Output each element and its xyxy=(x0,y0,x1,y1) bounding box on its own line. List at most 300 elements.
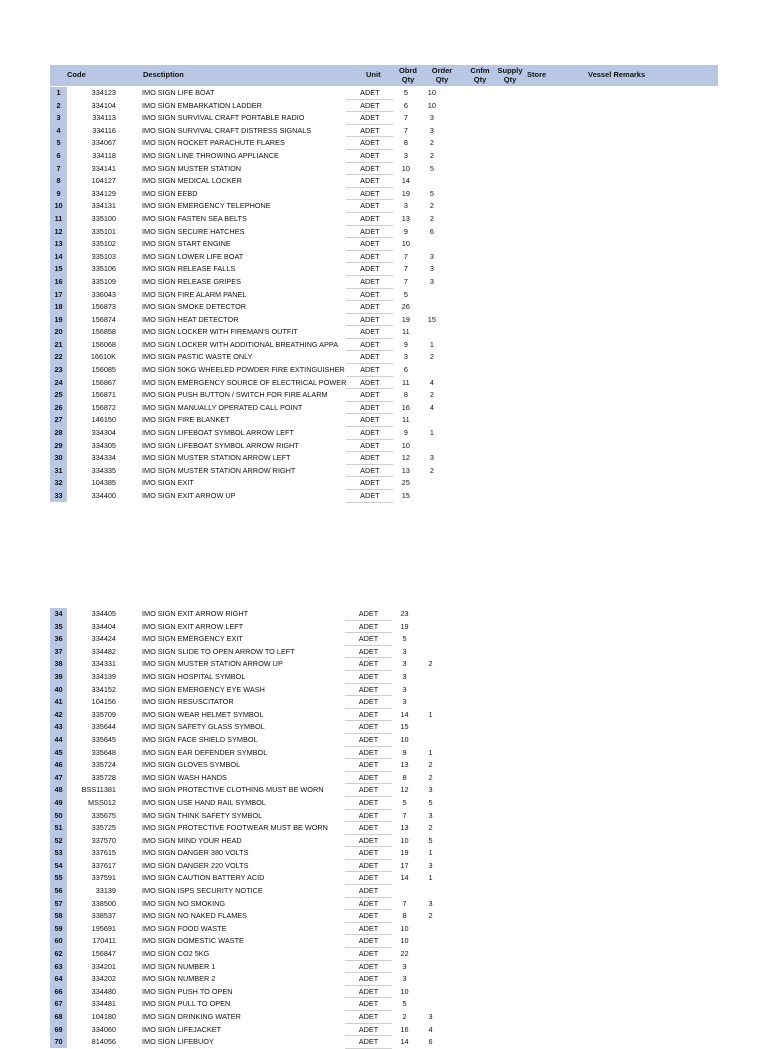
obrd-qty: 12 xyxy=(400,785,409,795)
table-row xyxy=(50,313,445,326)
table-row xyxy=(50,796,444,809)
item-unit: ADET xyxy=(346,477,393,490)
item-description: IMO SIGN MANUALLY OPERATED CALL POINT xyxy=(142,402,303,412)
obrd-qty: 5 xyxy=(402,797,407,807)
item-code: 334123 xyxy=(91,88,116,98)
row-number: 70 xyxy=(50,1036,67,1049)
obrd-qty: 10 xyxy=(400,734,409,744)
item-unit: ADET xyxy=(345,633,392,646)
item-description: IMO SIGN EMERGENCY SOURCE OF ELECTRICAL POWER xyxy=(142,377,347,387)
order-qty: 2 xyxy=(429,138,434,148)
obrd-qty: 14 xyxy=(400,709,409,719)
obrd-qty: 17 xyxy=(400,860,409,870)
row-number: 19 xyxy=(50,313,67,326)
item-code: 156872 xyxy=(91,402,116,412)
obrd-qty: 13 xyxy=(400,760,409,770)
table-row xyxy=(50,238,445,251)
row-number: 24 xyxy=(50,376,67,389)
obrd-qty: 6 xyxy=(403,100,408,110)
item-description: IMO SIGN LINE THROWING APPLIANCE xyxy=(142,150,279,160)
row-number: 49 xyxy=(50,796,67,809)
obrd-qty: 7 xyxy=(403,125,408,135)
obrd-qty: 15 xyxy=(400,722,409,732)
order-qty xyxy=(417,721,444,734)
item-code: 335725 xyxy=(91,823,116,833)
table-row xyxy=(50,464,445,477)
obrd-qty: 3 xyxy=(402,697,407,707)
obrd-qty: 10 xyxy=(400,986,409,996)
table-row xyxy=(50,608,444,620)
item-description: IMO SIGN ROCKET PARACHUTE FLARES xyxy=(142,138,285,148)
order-qty xyxy=(418,301,445,314)
item-code: 156068 xyxy=(91,339,116,349)
order-qty xyxy=(417,620,444,633)
item-description: IMO SIGN NUMBER 1 xyxy=(142,961,216,971)
obrd-qty: 6 xyxy=(403,365,408,375)
item-unit: ADET xyxy=(345,796,392,809)
obrd-qty: 14 xyxy=(401,176,410,186)
table-row xyxy=(50,645,444,658)
item-code: 16610K xyxy=(90,352,116,362)
row-number: 45 xyxy=(50,746,67,759)
row-number: 64 xyxy=(50,973,67,986)
item-unit: ADET xyxy=(345,985,392,998)
item-unit: ADET xyxy=(346,250,393,263)
item-code: 337591 xyxy=(91,873,116,883)
item-unit: ADET xyxy=(346,364,393,377)
row-number: 28 xyxy=(50,427,67,440)
item-code: 334131 xyxy=(91,201,116,211)
item-unit: ADET xyxy=(346,338,393,351)
item-unit: ADET xyxy=(345,822,392,835)
order-qty: 3 xyxy=(429,251,434,261)
row-number: 17 xyxy=(50,288,67,301)
item-code: 335709 xyxy=(91,709,116,719)
table-row xyxy=(50,200,445,213)
order-qty xyxy=(417,645,444,658)
item-description: IMO SIGN HEAT DETECTOR xyxy=(142,314,239,324)
item-code: 156873 xyxy=(91,302,116,312)
item-code: 334405 xyxy=(91,609,116,619)
row-number: 52 xyxy=(50,834,67,847)
item-code: 334116 xyxy=(92,125,116,135)
item-code: 334152 xyxy=(91,684,116,694)
item-code: 334201 xyxy=(91,961,116,971)
item-code: 334480 xyxy=(91,986,116,996)
item-unit: ADET xyxy=(346,112,393,125)
obrd-qty: 25 xyxy=(401,478,410,488)
obrd-qty: 5 xyxy=(403,289,408,299)
order-qty: 4 xyxy=(429,377,434,387)
header-obrd-qty: Obrd Qty xyxy=(399,66,417,84)
obrd-qty: 16 xyxy=(400,1024,409,1034)
table-row xyxy=(50,187,445,200)
order-qty: 3 xyxy=(428,1012,433,1021)
order-qty: 3 xyxy=(428,785,433,795)
table-row xyxy=(50,263,445,276)
item-unit: ADET xyxy=(346,313,393,326)
item-description: IMO SIGN EXIT xyxy=(142,478,194,488)
item-description: IMO SIGN MIND YOUR HEAD xyxy=(142,835,242,845)
item-code: 334067 xyxy=(91,138,116,148)
table-row xyxy=(50,633,444,646)
table-row xyxy=(50,452,445,465)
row-number: 26 xyxy=(50,401,67,414)
order-qty: 3 xyxy=(429,113,434,123)
item-code: 104180 xyxy=(91,1012,116,1021)
item-unit: ADET xyxy=(346,275,393,288)
item-code: 334331 xyxy=(91,659,116,669)
table-row xyxy=(50,338,445,351)
row-number: 4 xyxy=(50,124,67,137)
obrd-qty: 19 xyxy=(401,188,410,198)
item-unit: ADET xyxy=(346,351,393,364)
item-description: IMO SIGN DANGER 220 VOLTS xyxy=(142,860,249,870)
order-qty xyxy=(418,414,445,427)
order-qty xyxy=(417,935,444,948)
item-unit: ADET xyxy=(346,149,393,162)
obrd-qty: 8 xyxy=(402,772,407,782)
item-unit: ADET xyxy=(345,645,392,658)
item-description: IMO SIGN EEBD xyxy=(142,188,198,198)
obrd-qty: 3 xyxy=(402,961,407,971)
table-row xyxy=(50,389,445,402)
order-qty xyxy=(417,696,444,709)
order-qty: 5 xyxy=(429,188,434,198)
item-unit: ADET xyxy=(346,427,393,440)
item-code: 335102 xyxy=(91,239,116,249)
obrd-qty: 3 xyxy=(403,150,408,160)
item-description: IMO SIGN PUSH BUTTON / SWITCH FOR FIRE ALARM xyxy=(142,390,328,400)
item-description: IMO SIGN THINK SAFETY SYMBOL xyxy=(142,810,263,820)
item-description: IMO SIGN 50KG WHEELED POWDER FIRE EXTINGUISHER xyxy=(142,365,345,375)
header-cnfm-qty: Cnfm Qty xyxy=(470,66,490,84)
item-code: 335103 xyxy=(91,251,116,261)
order-qty xyxy=(418,439,445,452)
table-row xyxy=(50,696,444,709)
item-unit: ADET xyxy=(345,859,392,872)
row-number: 47 xyxy=(50,771,67,784)
table-row xyxy=(50,935,444,948)
obrd-qty: 16 xyxy=(401,402,410,412)
order-qty xyxy=(418,490,445,503)
row-number: 29 xyxy=(50,439,67,452)
row-number: 43 xyxy=(50,721,67,734)
item-unit: ADET xyxy=(346,414,393,427)
row-number: 8 xyxy=(50,175,67,188)
item-code: 156874 xyxy=(91,314,116,324)
row-number: 2 xyxy=(50,99,67,112)
row-number: 23 xyxy=(50,364,67,377)
item-unit: ADET xyxy=(345,670,392,683)
item-unit: ADET xyxy=(346,490,393,503)
row-number: 7 xyxy=(50,162,67,175)
item-code: MSS012 xyxy=(88,797,116,807)
order-qty: 3 xyxy=(428,860,433,870)
row-number: 67 xyxy=(50,998,67,1011)
item-description: IMO SIGN LIFEBUOY xyxy=(142,1037,214,1047)
item-code: 338500 xyxy=(91,898,116,908)
obrd-qty: 10 xyxy=(401,239,410,249)
item-description: IMO SIGN RELEASE GRIPES xyxy=(142,276,241,286)
table-row xyxy=(50,922,444,935)
row-number: 18 xyxy=(50,301,67,314)
row-number: 58 xyxy=(50,910,67,923)
item-description: IMO SIGN DOMESTIC WASTE xyxy=(142,936,244,946)
obrd-qty: 14 xyxy=(400,873,409,883)
order-qty xyxy=(417,885,444,898)
row-number: 31 xyxy=(50,464,67,477)
order-qty: 2 xyxy=(428,772,433,782)
row-number: 44 xyxy=(50,733,67,746)
item-unit: ADET xyxy=(345,1011,392,1024)
order-qty: 3 xyxy=(429,125,434,135)
obrd-qty: 3 xyxy=(402,684,407,694)
item-code: 335100 xyxy=(91,213,116,223)
row-number: 22 xyxy=(50,351,67,364)
table-row xyxy=(50,175,445,188)
order-qty xyxy=(417,998,444,1011)
obrd-qty: 19 xyxy=(401,314,410,324)
item-code: 334118 xyxy=(92,150,116,160)
item-unit: ADET xyxy=(346,389,393,402)
obrd-qty: 19 xyxy=(400,621,409,631)
order-qty: 5 xyxy=(428,797,433,807)
row-number: 32 xyxy=(50,477,67,490)
item-description: IMO SIGN EMERGENCY EXIT xyxy=(142,634,243,644)
table-row xyxy=(50,759,444,772)
order-qty xyxy=(418,326,445,339)
header-unit: Unit xyxy=(366,70,381,79)
item-code: 334141 xyxy=(91,163,116,173)
order-qty: 10 xyxy=(427,88,436,98)
item-unit: ADET xyxy=(346,212,393,225)
header-store: Store xyxy=(527,70,547,79)
item-description: IMO SIGN EAR DEFENDER SYMBOL xyxy=(142,747,268,757)
header-order-qty: Order Qty xyxy=(431,66,453,84)
item-code: 334104 xyxy=(91,100,116,110)
item-description: IMO SIGN MEDICAL LOCKER xyxy=(142,176,242,186)
order-qty: 10 xyxy=(427,100,436,110)
order-qty xyxy=(417,985,444,998)
order-qty: 15 xyxy=(427,314,436,324)
item-unit: ADET xyxy=(346,452,393,465)
item-code: 334335 xyxy=(91,465,116,475)
row-number: 55 xyxy=(50,872,67,885)
obrd-qty: 9 xyxy=(402,747,407,757)
row-number: 35 xyxy=(50,620,67,633)
order-qty: 2 xyxy=(428,823,433,833)
item-description: IMO SIGN FASTEN SEA BELTS xyxy=(142,213,247,223)
table-row xyxy=(50,721,444,734)
order-qty xyxy=(418,238,445,251)
item-unit: ADET xyxy=(345,608,392,620)
item-code: BSS11381 xyxy=(81,785,116,795)
table-row xyxy=(50,708,444,721)
obrd-qty: 9 xyxy=(403,339,408,349)
item-unit: ADET xyxy=(345,910,392,923)
order-qty xyxy=(417,973,444,986)
obrd-qty: 26 xyxy=(401,302,410,312)
item-code: 334139 xyxy=(91,671,116,681)
table-row xyxy=(50,822,444,835)
item-code: 334060 xyxy=(91,1024,116,1034)
order-qty xyxy=(417,960,444,973)
row-number: 3 xyxy=(50,112,67,125)
item-description: IMO SIGN LOWER LIFE BOAT xyxy=(142,251,244,261)
item-unit: ADET xyxy=(345,1036,392,1049)
item-code: 335106 xyxy=(91,264,116,274)
table-row xyxy=(50,477,445,490)
item-code: 104127 xyxy=(91,176,116,186)
order-qty xyxy=(418,364,445,377)
table-row xyxy=(50,872,444,885)
item-code: 334482 xyxy=(91,646,116,656)
row-number: 37 xyxy=(50,645,67,658)
item-description: IMO SIGN DANGER 380 VOLTS xyxy=(142,848,249,858)
item-code: 335675 xyxy=(91,810,116,820)
item-code: 334129 xyxy=(91,188,116,198)
row-number: 39 xyxy=(50,670,67,683)
obrd-qty: 5 xyxy=(402,634,407,644)
obrd-qty: 8 xyxy=(403,390,408,400)
item-unit: ADET xyxy=(346,175,393,188)
table-row xyxy=(50,834,444,847)
item-description: IMO SIGN LOCKER WITH ADDITIONAL BREATHING APPA xyxy=(142,339,339,349)
item-description: IMO SIGN FACE SHIELD SYMBOL xyxy=(142,734,258,744)
order-qty xyxy=(418,477,445,490)
obrd-qty: 7 xyxy=(403,264,408,274)
order-qty xyxy=(417,633,444,646)
row-number: 21 xyxy=(50,338,67,351)
obrd-qty: 10 xyxy=(401,440,410,450)
item-description: IMO SIGN HOSPITAL SYMBOL xyxy=(142,671,246,681)
item-code: 170411 xyxy=(92,936,116,946)
item-description: IMO SIGN LIFE BOAT xyxy=(142,88,215,98)
table-row xyxy=(50,99,445,112)
item-unit: ADET xyxy=(345,708,392,721)
item-unit: ADET xyxy=(345,721,392,734)
table-row xyxy=(50,658,444,671)
row-number: 36 xyxy=(50,633,67,646)
order-qty xyxy=(417,670,444,683)
table-row xyxy=(50,112,445,125)
item-description: IMO SIGN FOOD WASTE xyxy=(142,923,227,933)
row-number: 68 xyxy=(50,1011,67,1024)
row-number: 60 xyxy=(50,935,67,948)
item-code: 338537 xyxy=(91,911,116,921)
table-row xyxy=(50,859,444,872)
item-unit: ADET xyxy=(345,935,392,948)
table-row xyxy=(50,960,444,973)
item-unit: ADET xyxy=(346,263,393,276)
obrd-qty: 10 xyxy=(400,835,409,845)
row-number: 6 xyxy=(50,149,67,162)
order-qty: 4 xyxy=(429,402,434,412)
order-qty: 1 xyxy=(429,428,434,438)
obrd-qty: 3 xyxy=(402,974,407,984)
item-description: IMO SIGN FIRE BLANKET xyxy=(142,415,230,425)
item-unit: ADET xyxy=(346,162,393,175)
item-description: IMO SIGN SURVIVAL CRAFT DISTRESS SIGNALS xyxy=(142,125,312,135)
order-qty: 3 xyxy=(429,276,434,286)
item-unit: ADET xyxy=(346,225,393,238)
item-unit: ADET xyxy=(346,87,393,99)
row-number: 16 xyxy=(50,275,67,288)
table-row xyxy=(50,162,445,175)
row-number: 11 xyxy=(50,212,67,225)
table-row xyxy=(50,683,444,696)
item-unit: ADET xyxy=(345,784,392,797)
item-description: IMO SIGN PASTIC WASTE ONLY xyxy=(142,352,253,362)
table-row xyxy=(50,149,445,162)
item-unit: ADET xyxy=(345,973,392,986)
row-number: 10 xyxy=(50,200,67,213)
item-description: IMO SIGN LIFEJACKET xyxy=(142,1024,222,1034)
item-code: 104385 xyxy=(91,478,116,488)
item-unit: ADET xyxy=(345,809,392,822)
item-unit: ADET xyxy=(346,238,393,251)
table-row xyxy=(50,1011,444,1024)
item-description: IMO SIGN ISPS SECURITY NOTICE xyxy=(142,886,263,896)
item-unit: ADET xyxy=(346,200,393,213)
obrd-qty: 8 xyxy=(402,911,407,921)
table-row xyxy=(50,847,444,860)
order-qty xyxy=(417,922,444,935)
item-code: 335101 xyxy=(91,226,116,236)
order-qty: 2 xyxy=(428,659,433,669)
item-description: IMO SIGN SMOKE DETECTOR xyxy=(142,302,247,312)
table-header xyxy=(50,65,718,86)
item-unit: ADET xyxy=(346,137,393,150)
obrd-qty xyxy=(392,885,417,898)
item-unit: ADET xyxy=(345,885,392,898)
obrd-qty: 13 xyxy=(401,465,410,475)
item-unit: ADET xyxy=(345,948,392,961)
order-qty xyxy=(418,288,445,301)
row-number: 51 xyxy=(50,822,67,835)
item-description: IMO SIGN GLOVES SYMBOL xyxy=(142,760,241,770)
row-number: 27 xyxy=(50,414,67,427)
row-number: 63 xyxy=(50,960,67,973)
obrd-qty: 13 xyxy=(400,823,409,833)
row-number: 40 xyxy=(50,683,67,696)
order-qty xyxy=(417,608,444,620)
table-row xyxy=(50,910,444,923)
table-row xyxy=(50,414,445,427)
item-description: IMO SIGN PULL TO OPEN xyxy=(142,999,231,1009)
table-row xyxy=(50,427,445,440)
item-description: IMO SIGN WEAR HELMET SYMBOL xyxy=(142,709,264,719)
obrd-qty: 11 xyxy=(402,415,410,425)
item-unit: ADET xyxy=(345,771,392,784)
row-number: 53 xyxy=(50,847,67,860)
item-description: IMO SIGN START ENGINE xyxy=(142,239,231,249)
table-row xyxy=(50,137,445,150)
item-unit: ADET xyxy=(345,1023,392,1036)
obrd-qty: 5 xyxy=(403,88,408,98)
item-code: 335109 xyxy=(91,276,116,286)
order-qty: 3 xyxy=(428,898,433,908)
row-number: 42 xyxy=(50,708,67,721)
row-number: 12 xyxy=(50,225,67,238)
item-code: 334424 xyxy=(91,634,116,644)
table-row xyxy=(50,301,445,314)
item-description: IMO SIGN LIFEBOAT SYMBOL ARROW LEFT xyxy=(142,428,294,438)
item-code: 146150 xyxy=(91,415,116,425)
order-qty: 3 xyxy=(429,453,434,463)
table-row xyxy=(50,288,445,301)
